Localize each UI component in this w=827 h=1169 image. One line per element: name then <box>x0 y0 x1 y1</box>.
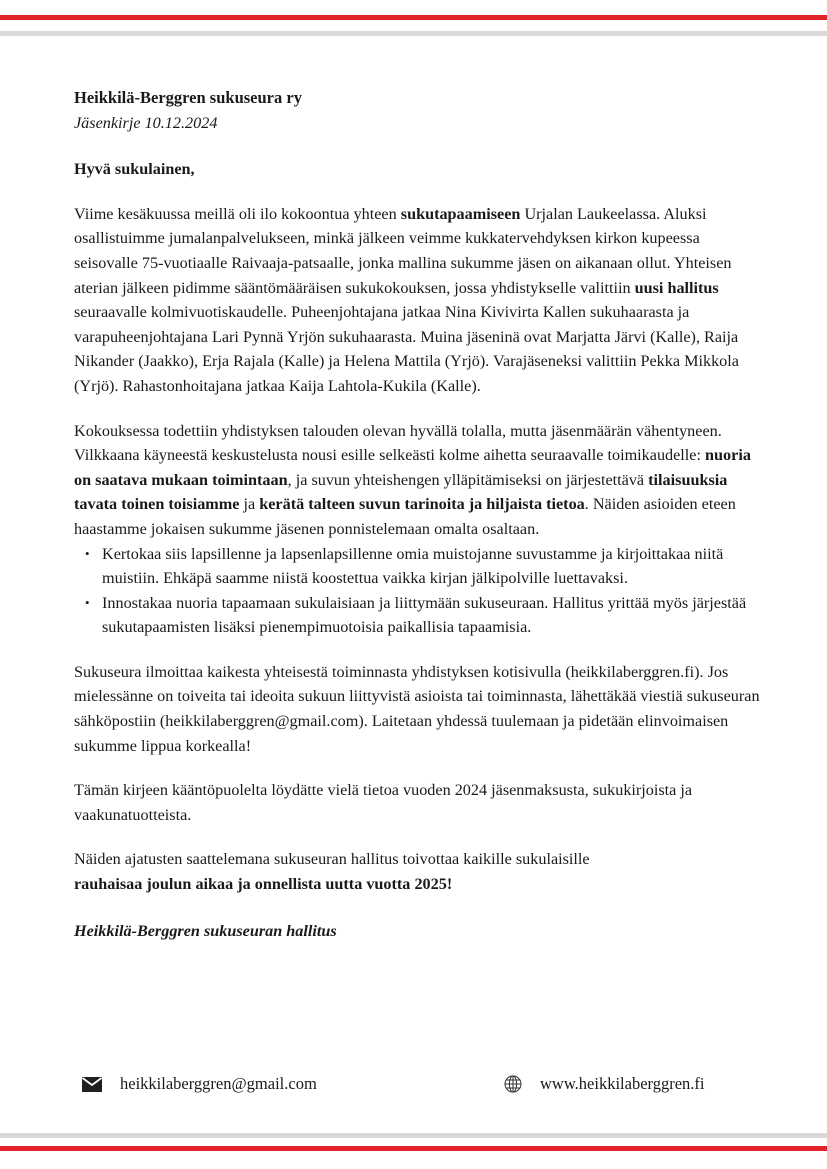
emphasis: tilaisuuksia tavata toinen toisiamme <box>74 470 728 514</box>
text: Näiden ajatusten saattelemana sukuseuran hallitus toivottaa kaikille sukulaisille <box>74 850 590 869</box>
emphasis: sukutapaamiseen <box>400 204 521 223</box>
letter-date: Jäsenkirje 10.12.2024 <box>74 113 218 132</box>
text: , ja suvun yhteishengen ylläpitämiseksi on järjestettävä <box>287 470 649 489</box>
footer-email[interactable] <box>82 1074 317 1094</box>
bottom-red-rule <box>0 1146 827 1151</box>
footer <box>0 1074 827 1098</box>
text: Viime kesäkuussa meillä oli ilo kokoontua yhteen <box>74 204 401 223</box>
footer-website[interactable] <box>504 1074 705 1094</box>
email-link[interactable]: heikkilaberggren@gmail.com <box>120 1074 317 1093</box>
text: ja <box>239 495 260 514</box>
text: Kokouksessa todettiin yhdistyksen talouden olevan hyvällä tolalla, mutta jäsenmäärän vähentyneen. Vilkkaana käyneestä keskustelusta nousi esille selkeästi kolme aihetta seuraavalle toimikaudelle: <box>74 421 722 465</box>
list-item: • Innostakaa nuoria tapaamaan sukulaisiaan ja liittymään sukuseuraan. Hallitus yrittää myös järjestää sukutapaamisten lisäksi pienempimuotoisia paikallisia tapaamisia. <box>102 591 764 640</box>
top-red-rule <box>0 15 827 20</box>
text: Urjalan Laukeelassa. Aluksi osallistuimme jumalanpalvelukseen, minkä jälkeen veimme kukkatervehdyksen kirkon kupeessa seisovalle 75-vuotiaalle Raivaaja-patsaalle, jonka mallina sukumme jäsen on aikanaan ollut. Yhteisen aterian jälkeen pidimme sääntömääräisen sukukokouksen, jossa yhdistykselle valittiin <box>74 204 732 297</box>
emphasis: nuoria on saatava mukaan toimintaan <box>74 446 751 489</box>
paragraph-backside: Tämän kirjeen kääntöpuolelta löydätte vielä tietoa vuoden 2024 jäsenmaksusta, sukukirjoista ja vaakunatuotteista. <box>74 781 693 824</box>
text: . Näiden asioiden eteen haastamme jokaisen sukumme jäsenen ponnistelemaan omalta osaltaan. <box>74 495 736 538</box>
paragraph-meeting <box>74 202 764 399</box>
top-gray-rule <box>0 31 827 36</box>
text: seuraavalle kolmivuotiskaudelle. Puheenjohtajana jatkaa Nina Kivivirta Kallen sukuhaarasta ja varapuheenjohtajana Lari Pynnä Yrjön sukuhaarasta. Muina jäseninä ovat Marjatta Järvi (Kalle), Raija Nikander (Jaakko), Erja Rajala (Kalle) ja Helena Mattila (Yrjö). Varajäseneksi valittiin Pekka Mikkola (Yrjö). Rahastonhoitajana jatkaa Kaija Lahtola-Kukila (Kalle). <box>74 303 739 395</box>
website-link[interactable]: www.heikkilaberggren.fi <box>540 1074 705 1093</box>
emphasis: uusi hallitus <box>634 278 719 297</box>
globe-icon <box>504 1075 522 1093</box>
paragraph-contact: Sukuseura ilmoittaa kaikesta yhteisestä toiminnasta yhdistyksen kotisivulla (heikkilaberggren.fi). Jos mielessänne on toiveita tai ideoita sukuun liittyvistä asioista tai toiminnasta, lähettäkää viestiä sukuseuran sähköpostiin (heikkilaberggren@gmail.com). Laitetaan yhdessä tuulemaan ja pidetään elinvoimaisen sukumme lippua korkealla! <box>74 662 760 755</box>
emphasis: rauhaisaa joulun aikaa ja onnellista uutta vuotta 2025! <box>74 875 453 894</box>
signature: Heikkilä-Berggren sukuseuran hallitus <box>74 921 337 940</box>
greeting: Hyvä sukulainen, <box>74 160 195 179</box>
org-name: Heikkilä-Berggren sukuseura ry <box>74 88 302 107</box>
list-item: • Kertokaa siis lapsillenne ja lapsenlapsillenne omia muistojanne suvustamme ja kirjoittakaa niitä muistiin. Ehkäpä saamme niistä koostettua vaikka kirjan jälkipolville luettavaksi. <box>102 542 764 591</box>
letter-body <box>74 86 764 943</box>
emphasis: kerätä talteen suvun tarinoita ja hiljaista tietoa <box>259 495 585 514</box>
envelope-icon <box>82 1077 102 1092</box>
bottom-gray-rule <box>0 1133 827 1138</box>
bullet-list <box>74 542 764 640</box>
paragraph-goals <box>74 419 764 542</box>
paragraph-greetings <box>74 847 764 896</box>
